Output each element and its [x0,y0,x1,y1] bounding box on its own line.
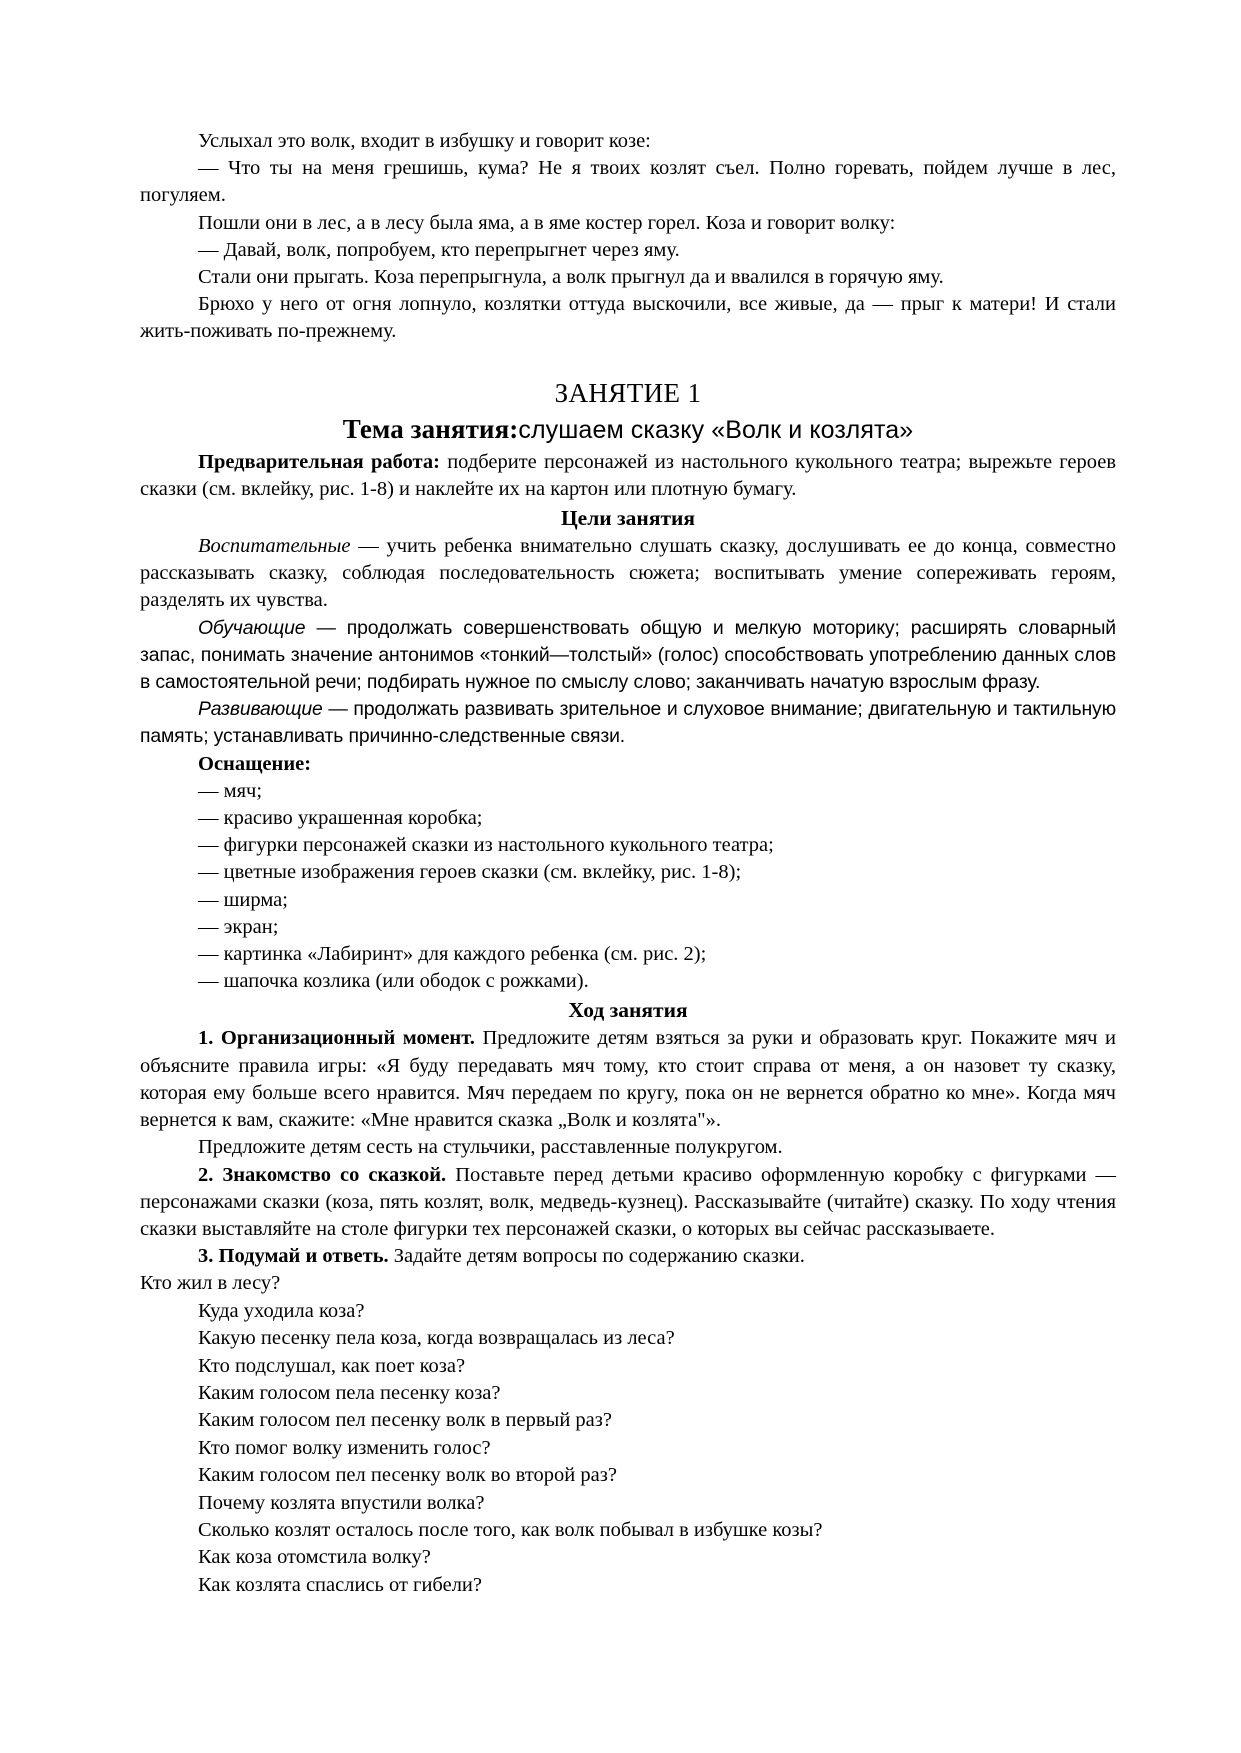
preparatory-work-label: Предварительная работа: [198,450,440,473]
equipment-list-item: — ширма; [198,888,288,911]
intro-paragraph: Стали они прыгать. Коза перепрыгнула, а волк прыгнул да и ввалился в горячую яму. [198,266,944,289]
question-item: Кто жил в лесу? [140,1272,281,1295]
step-text: Предложите детям сесть на стульчики, расставленные полукругом. [198,1136,783,1159]
equipment-list [140,778,1116,996]
equipment-list-item: — красиво украшенная коробка; [198,807,483,830]
goal-label: Развивающие [198,698,323,721]
procedure-step-note [140,1134,1116,1161]
question-item: Как коза отомстила волку? [198,1546,431,1569]
procedure-step-3 [140,1243,1116,1270]
goal-dash: — [316,616,336,639]
intro-paragraph: — Что ты на меня грешишь, кума? Не я твоих козлят съел. Полно горевать, пойдем лучше в лес, погуляем. [140,157,1116,207]
text-column [140,128,1116,1599]
procedure-step-2 [140,1162,1116,1244]
procedure-step-1 [140,1025,1116,1134]
question-item: Кто помог волку изменить голос? [198,1436,491,1459]
goal-dash: — [358,535,379,558]
goal-label: Воспитательные [198,535,351,558]
step-number: 1. [198,1027,214,1050]
step-text: Задайте детям вопросы по содержанию сказки. [393,1245,805,1268]
question-item: Каким голосом пел песенку волк во второй раз? [198,1464,617,1487]
lesson-topic-heading [140,410,1116,449]
preparatory-work-text: подберите персонажей из настольного кукольного театра; вырежьте героев сказки (см. вклейку, рис. 1-8) и наклейте их на картон или плотную бумагу. [140,450,1117,500]
goal-item-developing [140,696,1116,750]
goal-text: продолжать совершенствовать общую и мелкую моторику; расширять словарный запас, понимать значение антонимов «тонкий—толстый» (голос) способствовать употреблению данных слов в самостоятельной речи; подбирать нужное по смыслу слово; заканчивать начатую взрослым фразу. [140,616,1116,694]
equipment-list-item: — картинка «Лабиринт» для каждого ребенка (см. рис. 2); [198,943,707,966]
goal-item-teaching [140,615,1116,697]
equipment-heading [140,751,1116,778]
question-item: Сколько козлят осталось после того, как волк побывал в избушке козы? [198,1518,823,1541]
goal-text: продолжать развивать зрительное и слуховое внимание; двигательную и тактильную память; устанавливать причинно-следственные связи. [140,698,1116,748]
step-number: 3. [198,1245,214,1268]
step-text: Поставьте перед детьми красиво оформленную коробку с фигурками — персонажами сказки (коза, пять козлят, волк, медведь-кузнец). Рассказывайте (читайте) сказку. По ходу чтения сказки выставляйте на столе фигурки тех персонажей сказки, о которых вы сейчас рассказываете. [140,1163,1117,1240]
equipment-list-item: — экран; [198,915,279,938]
lesson-topic-label: Тема занятия: [342,413,519,444]
step-number: 2. [198,1163,214,1186]
question-item: Каким голосом пел песенку волк в первый раз? [198,1409,612,1432]
equipment-list-item: — мяч; [198,779,263,802]
question-item: Как козлята спаслись от гибели? [198,1573,482,1596]
equipment-list-item: — шапочка козлика (или ободок с рожками). [198,970,589,993]
lesson-number-heading: ЗАНЯТИЕ 1 [554,377,702,408]
equipment-list-item: — фигурки персонажей сказки из настольного кукольного театра; [198,834,774,857]
intro-paragraph: Пошли они в лес, а в лесу была яма, а в яме костер горел. Коза и говорит волку: [198,211,896,234]
lesson-topic-value: слушаем сказку «Волк и козлята» [518,415,914,444]
question-item: Какую песенку пела коза, когда возвращалась из леса? [198,1327,675,1350]
goal-text: учить ребенка внимательно слушать сказку, дослушивать ее до конца, совместно рассказывать сказку, соблюдая последовательность сюжета; воспитывать умение сопереживать героям, разделять их чувства. [140,535,1116,612]
step-title: Подумай и ответь. [218,1245,389,1268]
equipment-heading-label: Оснащение: [198,752,312,775]
question-item: Почему козлята впустили волка? [198,1491,485,1514]
step-title: Организационный момент. [220,1027,475,1050]
goal-item-educational [140,533,1116,615]
questions-list [140,1270,1116,1599]
goals-heading: Цели занятия [560,506,696,531]
goal-label: Обучающие [198,616,306,639]
question-item: Кто подслушал, как поет коза? [198,1354,466,1377]
goal-dash: — [328,698,348,721]
question-item: Каким голосом пела песенку коза? [198,1381,501,1404]
equipment-list-item: — цветные изображения героев сказки (см. вклейку, рис. 1-8); [198,861,742,884]
step-title: Знакомство со сказкой. [222,1163,447,1186]
procedure-heading: Ход занятия [568,998,688,1023]
intro-paragraph: Услыхал это волк, входит в избушку и говорит козе: [198,130,651,152]
intro-paragraph: — Давай, волк, попробуем, кто перепрыгнет через яму. [198,238,680,261]
intro-section [140,128,1116,346]
question-item: Куда уходила коза? [198,1299,365,1322]
step-text: Предложите детям взяться за руки и образовать круг. Покажите мяч и объясните правила игры: «Я буду передавать мяч тому, кто стоит справа от меня, а он назовет ту сказку, которая ему больше всего нравится. Мяч передаем по кругу, пока он не вернется обратно ко мне». Когда мяч вернется к вам, скажите: «Мне нравится сказка „Волк и козлята"». [140,1027,1116,1132]
intro-paragraph: Брюхо у него от огня лопнуло, козлятки оттуда выскочили, все живые, да — прыг к матери! И стали жить-поживать по-прежнему. [140,293,1116,343]
section-spacer [140,346,1116,376]
preparatory-work-paragraph [140,449,1116,503]
